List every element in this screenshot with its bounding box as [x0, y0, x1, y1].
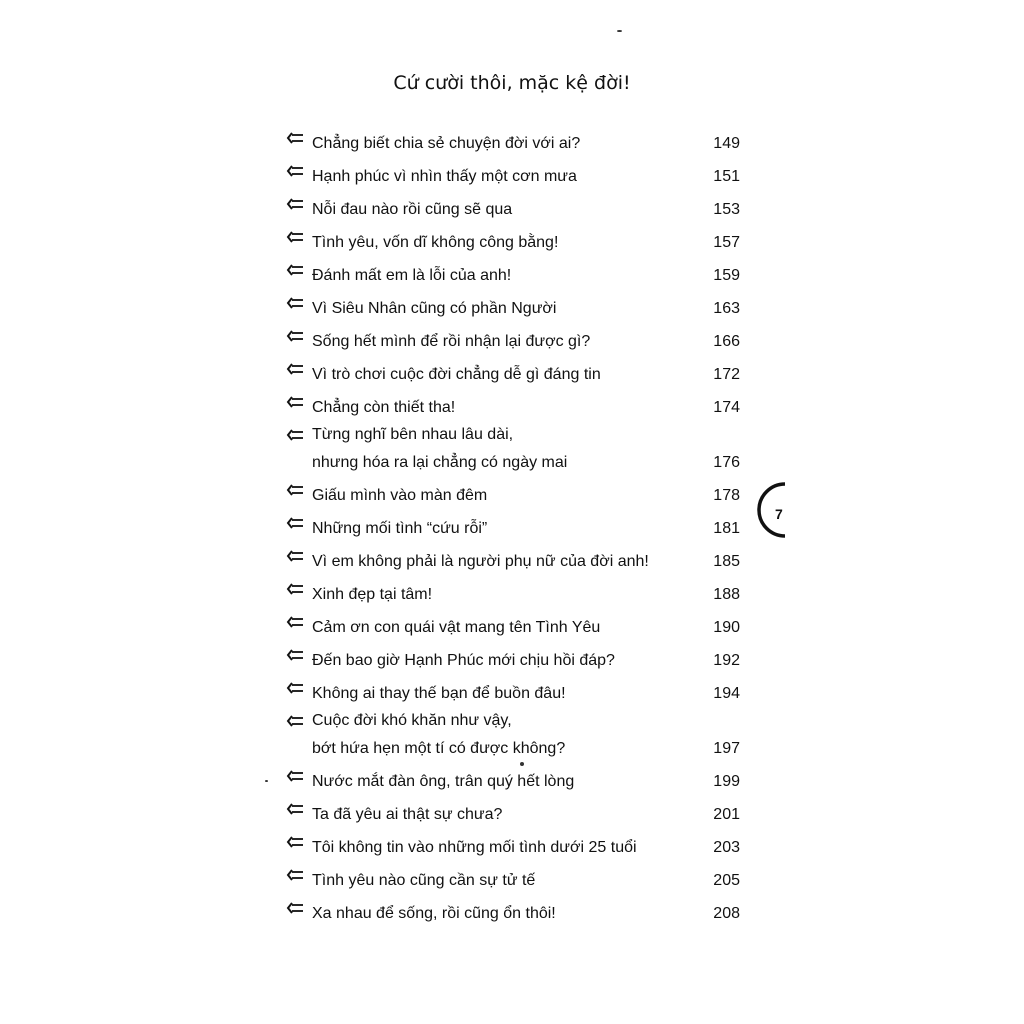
dot-leader	[489, 480, 711, 500]
toc-entry-title: Sống hết mình để rồi nhận lại được gì?	[312, 333, 591, 350]
toc-entry-page: 159	[713, 267, 740, 284]
bullet-icon	[286, 395, 304, 409]
dot-leader	[567, 733, 711, 753]
toc-entry-page: 197	[713, 740, 740, 757]
bullet-icon	[286, 329, 304, 343]
toc-entry-page: 166	[713, 333, 740, 350]
toc-entry-title: Cuộc đời khó khăn như vậy,	[312, 712, 512, 729]
toc-entry-title: nhưng hóa ra lại chẳng có ngày mai	[312, 454, 568, 471]
dot-leader	[504, 799, 711, 819]
toc-entry-title: Tôi không tin vào những mối tình dưới 25 tuổi	[312, 839, 637, 856]
toc-entry-title: Đánh mất em là lỗi của anh!	[312, 267, 512, 284]
dot-leader	[489, 513, 711, 533]
toc-entry-title: Ta đã yêu ai thật sự chưa?	[312, 806, 503, 823]
toc-entry-page: 199	[713, 773, 740, 790]
dot-leader	[457, 392, 711, 412]
page-header-title: Cứ cười thôi, mặc kệ đời!	[393, 72, 631, 94]
toc-entry-title: Cảm ơn con quái vật mang tên Tình Yêu	[312, 619, 601, 636]
bullet-icon	[286, 648, 304, 662]
toc-entry-page: 190	[713, 619, 740, 636]
bullet-icon	[286, 164, 304, 178]
toc-entry-page: 181	[713, 520, 740, 537]
bullet-icon	[286, 901, 304, 915]
bullet-icon	[286, 802, 304, 816]
toc-entry-title: Vì em không phải là người phụ nữ của đời anh!	[312, 553, 649, 570]
dot-leader	[639, 832, 712, 852]
bullet-icon	[286, 516, 304, 530]
bullet-icon	[286, 296, 304, 310]
toc-entry-page: 163	[713, 300, 740, 317]
bullet-icon	[286, 868, 304, 882]
toc-entry-page: 192	[713, 652, 740, 669]
dot-leader	[513, 260, 711, 280]
toc-entry-page: 151	[713, 168, 740, 185]
toc-entry-title: Nỗi đau nào rồi cũng sẽ qua	[312, 201, 513, 218]
dot-leader	[603, 359, 712, 379]
dot-leader	[558, 293, 711, 313]
dot-leader	[651, 546, 711, 566]
toc-entry-title: Đến bao giờ Hạnh Phúc mới chịu hồi đáp?	[312, 652, 615, 669]
bullet-icon	[286, 362, 304, 376]
dot-leader	[582, 128, 711, 148]
toc-entry-title: Những mối tình “cứu rỗi”	[312, 520, 488, 537]
toc-entry-title: bớt hứa hẹn một tí có được không?	[312, 740, 566, 757]
page-number-marker	[757, 480, 817, 540]
toc-entry-page: 194	[713, 685, 740, 702]
toc-entry-page: 208	[713, 905, 740, 922]
toc-entry-page: 178	[713, 487, 740, 504]
bullet-icon	[286, 428, 304, 442]
bullet-icon	[286, 769, 304, 783]
toc-entry-page: 153	[713, 201, 740, 218]
toc-entry-page: 176	[713, 454, 740, 471]
bullet-icon	[286, 131, 304, 145]
toc-entry-page: 174	[713, 399, 740, 416]
bullet-icon	[286, 582, 304, 596]
toc-entry-title: Tình yêu nào cũng cần sự tử tế	[312, 872, 536, 889]
dot-leader	[592, 326, 711, 346]
toc-entry-title: Xinh đẹp tại tâm!	[312, 586, 433, 603]
print-speck	[265, 780, 268, 782]
toc-entry-title: Chẳng biết chia sẻ chuyện đời với ai?	[312, 135, 581, 152]
dot-leader	[537, 865, 711, 885]
bullet-icon	[286, 835, 304, 849]
dot-leader	[560, 227, 711, 247]
print-speck	[617, 30, 622, 32]
dot-leader	[514, 194, 711, 214]
dot-leader	[602, 612, 711, 632]
toc-entry-title: Từng nghĩ bên nhau lâu dài,	[312, 426, 514, 443]
toc-entry-title: Không ai thay thế bạn để buồn đâu!	[312, 685, 566, 702]
dot-leader	[576, 766, 711, 786]
toc-entry-page: 188	[713, 586, 740, 603]
bullet-icon	[286, 714, 304, 728]
bullet-icon	[286, 230, 304, 244]
toc-entry-title: Giấu mình vào màn đêm	[312, 487, 488, 504]
toc-entry-page: 201	[713, 806, 740, 823]
bullet-icon	[286, 549, 304, 563]
toc-entry-title: Chẳng còn thiết tha!	[312, 399, 456, 416]
dot-leader	[568, 678, 712, 698]
dot-leader	[617, 645, 711, 665]
toc-entry-title: Xa nhau để sống, rồi cũng ổn thôi!	[312, 905, 556, 922]
print-speck	[520, 762, 524, 766]
page-number: 7	[775, 506, 783, 522]
dot-leader	[579, 161, 711, 181]
toc-entry-title: Nước mắt đàn ông, trân quý hết lòng	[312, 773, 575, 790]
toc-entry-page: 172	[713, 366, 740, 383]
dot-leader	[434, 579, 711, 599]
toc-entry-title: Vì trò chơi cuộc đời chẳng dễ gì đáng tin	[312, 366, 601, 383]
dot-leader	[558, 898, 712, 918]
toc-entry-page: 185	[713, 553, 740, 570]
toc-entry-title: Hạnh phúc vì nhìn thấy một cơn mưa	[312, 168, 577, 185]
toc-entry-page: 203	[713, 839, 740, 856]
bullet-icon	[286, 197, 304, 211]
dot-leader	[569, 447, 711, 467]
bullet-icon	[286, 681, 304, 695]
bullet-icon	[286, 615, 304, 629]
toc-entry-page: 205	[713, 872, 740, 889]
toc-entry-title: Tình yêu, vốn dĩ không công bằng!	[312, 234, 559, 251]
toc-entry-page: 157	[713, 234, 740, 251]
bullet-icon	[286, 483, 304, 497]
toc-entry-title: Vì Siêu Nhân cũng có phần Người	[312, 300, 557, 317]
bullet-icon	[286, 263, 304, 277]
toc-entry-page: 149	[713, 135, 740, 152]
